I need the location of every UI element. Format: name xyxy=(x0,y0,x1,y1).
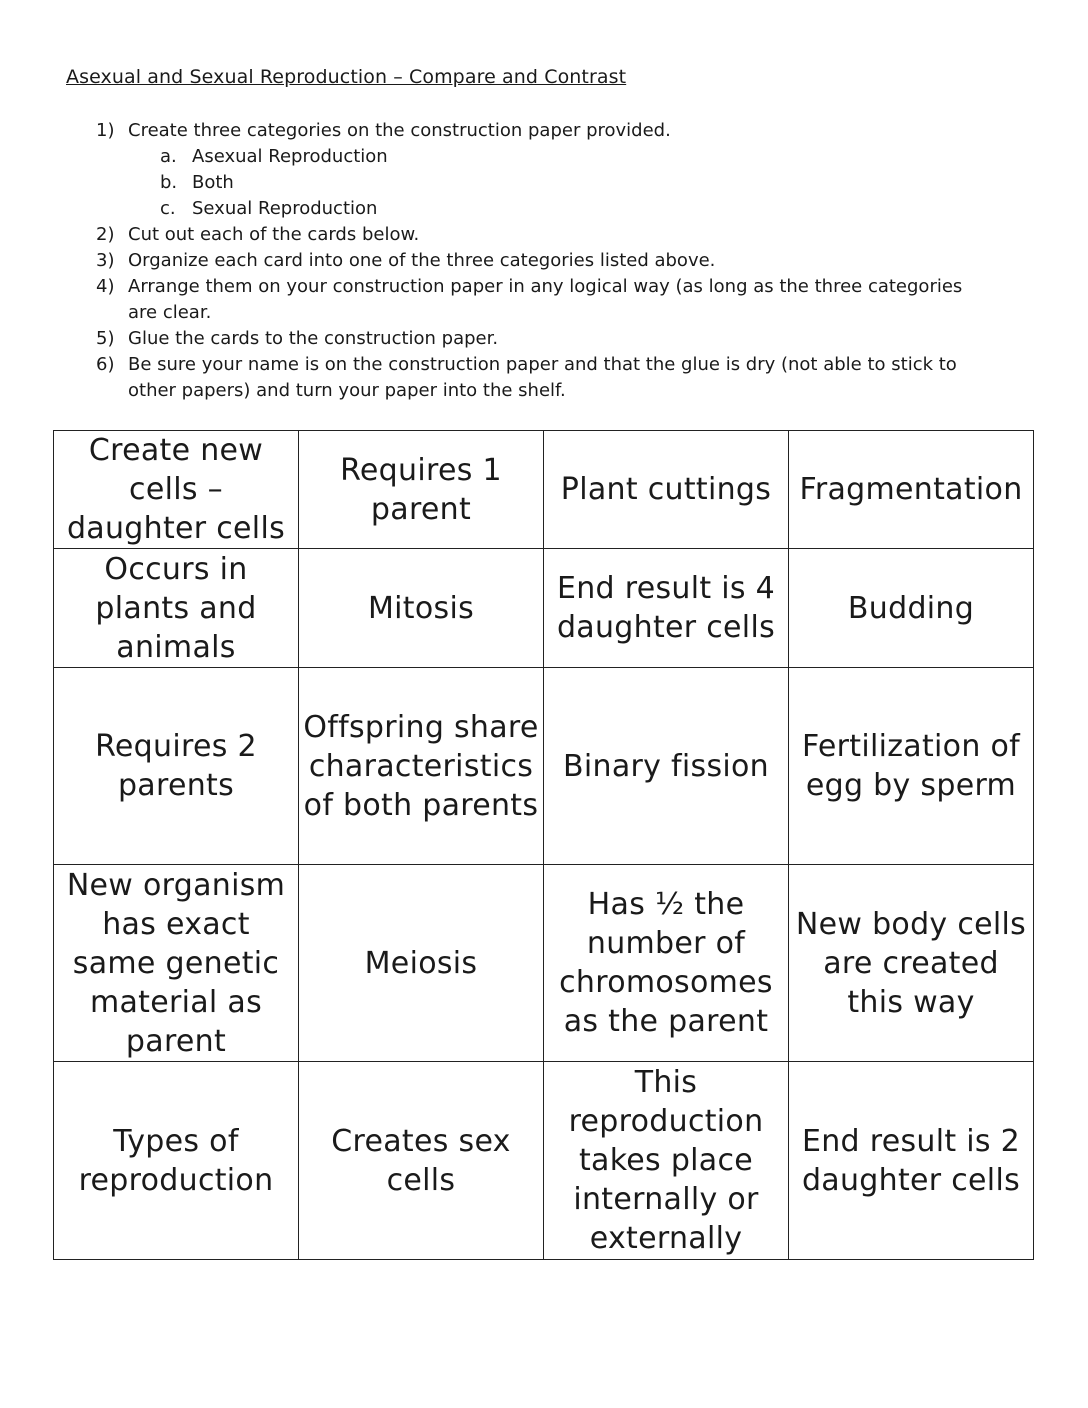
card-row xyxy=(54,668,1034,865)
card-row xyxy=(54,549,1034,668)
card-cell: Fragmentation xyxy=(789,431,1034,549)
category-text: Both xyxy=(192,172,234,193)
card-row xyxy=(54,1062,1034,1260)
card-row xyxy=(54,865,1034,1062)
card-cell: Types of reproduction xyxy=(54,1062,299,1260)
instruction-step-3 xyxy=(96,248,996,274)
step-text: Cut out each of the cards below. xyxy=(128,224,420,245)
instructions-list xyxy=(96,118,996,404)
step-number: 6) xyxy=(96,354,115,375)
step-text: Arrange them on your construction paper in any logical way (as long as the three categories are clear. xyxy=(128,276,963,323)
card-cell: New body cells are created this way xyxy=(789,865,1034,1062)
step-number: 1) xyxy=(96,120,115,141)
card-grid xyxy=(53,430,1034,1260)
instruction-step-5 xyxy=(96,326,996,352)
step-number: 4) xyxy=(96,276,115,297)
card-cell: Fertilization of egg by sperm xyxy=(789,668,1034,865)
category-letter: a. xyxy=(160,146,177,167)
card-cell: Requires 1 parent xyxy=(299,431,544,549)
card-cell: End result is 2 daughter cells xyxy=(789,1062,1034,1260)
card-cell: This reproduction takes place internally or externally xyxy=(544,1062,789,1260)
card-cell: Mitosis xyxy=(299,549,544,668)
instruction-step-4 xyxy=(96,274,996,326)
card-cell: Meiosis xyxy=(299,865,544,1062)
step-number: 3) xyxy=(96,250,115,271)
category-text: Asexual Reproduction xyxy=(192,146,388,167)
card-cell: Creates sex cells xyxy=(299,1062,544,1260)
worksheet-title: Asexual and Sexual Reproduction – Compare and Contrast xyxy=(66,66,627,88)
instruction-step-6 xyxy=(96,352,996,404)
card-cell: Occurs in plants and animals xyxy=(54,549,299,668)
step-text: Organize each card into one of the three categories listed above. xyxy=(128,250,716,271)
card-cell: New organism has exact same genetic material as parent xyxy=(54,865,299,1062)
card-cell: Binary fission xyxy=(544,668,789,865)
category-letter: c. xyxy=(160,198,176,219)
card-cell: End result is 4 daughter cells xyxy=(544,549,789,668)
step-text: Be sure your name is on the construction paper and that the glue is dry (not able to stick to other papers) and turn your paper into the shelf. xyxy=(128,354,957,401)
card-cell: Plant cuttings xyxy=(544,431,789,549)
step-number: 5) xyxy=(96,328,115,349)
card-row xyxy=(54,431,1034,549)
category-item-b xyxy=(96,170,996,196)
category-text: Sexual Reproduction xyxy=(192,198,378,219)
category-item-a xyxy=(96,144,996,170)
category-item-c xyxy=(96,196,996,222)
step-number: 2) xyxy=(96,224,115,245)
instruction-step-2 xyxy=(96,222,996,248)
category-letter: b. xyxy=(160,172,178,193)
step-text: Glue the cards to the construction paper. xyxy=(128,328,499,349)
card-cell: Offspring share characteristics of both parents xyxy=(299,668,544,865)
instruction-step-1 xyxy=(96,118,996,144)
card-cell: Requires 2 parents xyxy=(54,668,299,865)
step-text: Create three categories on the construction paper provided. xyxy=(128,120,671,141)
card-cell: Has ½ the number of chromosomes as the parent xyxy=(544,865,789,1062)
card-cell: Create new cells – daughter cells xyxy=(54,431,299,549)
card-cell: Budding xyxy=(789,549,1034,668)
